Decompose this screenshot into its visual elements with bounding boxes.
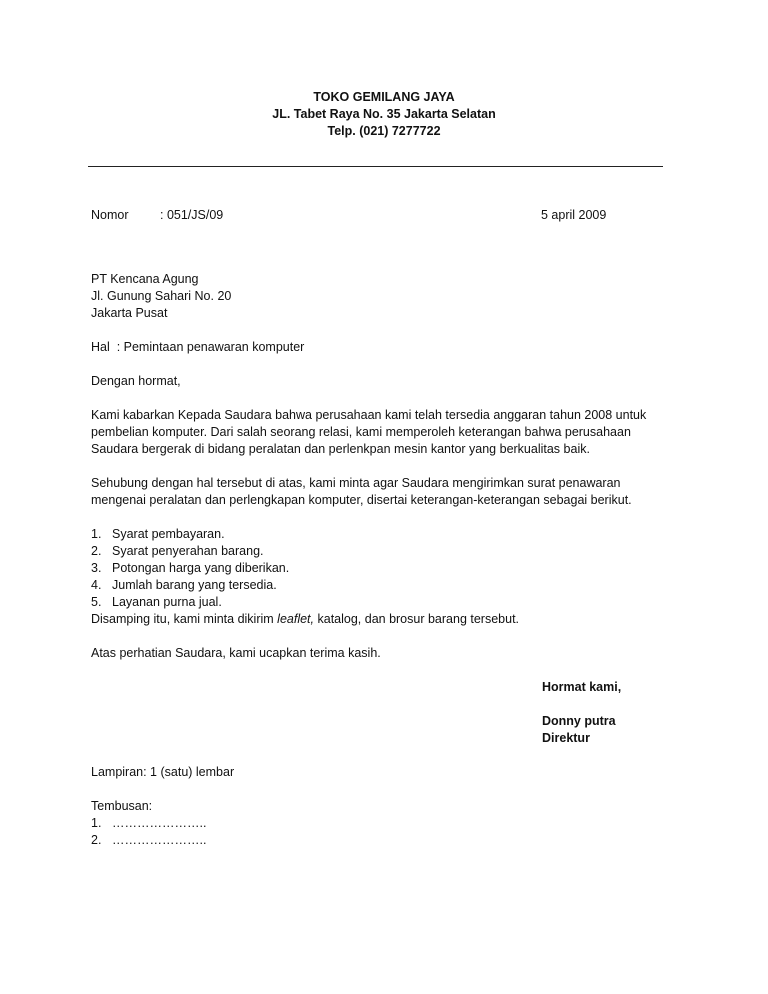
recipient-name: PT Kencana Agung [91,272,199,286]
copy-recipient-placeholder: ………………….. [112,833,207,847]
company-address: JL. Tabet Raya No. 35 Jakarta Selatan [272,107,496,121]
copy-recipient-placeholder: ………………….. [112,816,207,830]
list-number: 3. [91,561,102,575]
list-number: 1. [91,527,102,541]
list-number: 4. [91,578,102,592]
copies-label: Tembusan: [91,799,153,813]
attachment-line: Lampiran: 1 (satu) lembar [91,765,235,779]
signature-title: Direktur [542,731,590,745]
subject-line: Hal : Pemintaan penawaran komputer [91,340,305,354]
leaflet-text-after: katalog, dan brosur barang tersebut. [314,612,520,626]
list-number: 1. [91,816,102,830]
leaflet-request-line [91,611,519,628]
leaflet-text-italic: leaflet, [277,612,315,626]
leaflet-text-before: Disamping itu, kami minta dikirim [91,612,278,626]
paragraph1-line2: pembelian komputer. Dari salah seorang relasi, kami memperoleh keterangan bahwa perusahaan [91,425,631,439]
list-item: Syarat penyerahan barang. [112,544,264,558]
company-name: TOKO GEMILANG JAYA [313,90,455,104]
signature-closing: Hormat kami, [542,680,622,694]
letter-date: 5 april 2009 [541,208,607,222]
closing-thanks: Atas perhatian Saudara, kami ucapkan terima kasih. [91,646,381,660]
number-value: : 051/JS/09 [160,208,224,222]
salutation: Dengan hormat, [91,374,181,388]
list-item: Syarat pembayaran. [112,527,225,541]
list-item: Layanan purna jual. [112,595,222,609]
paragraph1-line3: Saudara bergerak di bidang peralatan dan perlenkpan mesin kantor yang berkualitas baik. [91,442,590,456]
list-item: Jumlah barang yang tersedia. [112,578,277,592]
letterhead-divider [88,166,663,167]
paragraph2-line2: mengenai peralatan dan perlengkapan komputer, disertai keterangan-keterangan sebagai berikut. [91,493,632,507]
number-label: Nomor [91,208,129,222]
recipient-city: Jakarta Pusat [91,306,168,320]
recipient-street: Jl. Gunung Sahari No. 20 [91,289,232,303]
signature-name: Donny putra [542,714,616,728]
paragraph1-line1: Kami kabarkan Kepada Saudara bahwa perusahaan kami telah tersedia anggaran tahun 2008 untuk [91,408,647,422]
paragraph2-line1: Sehubung dengan hal tersebut di atas, kami minta agar Saudara mengirimkan surat penawaran [91,476,621,490]
company-phone: Telp. (021) 7277722 [327,124,441,138]
list-number: 2. [91,544,102,558]
list-number: 5. [91,595,102,609]
list-number: 2. [91,833,102,847]
list-item: Potongan harga yang diberikan. [112,561,290,575]
